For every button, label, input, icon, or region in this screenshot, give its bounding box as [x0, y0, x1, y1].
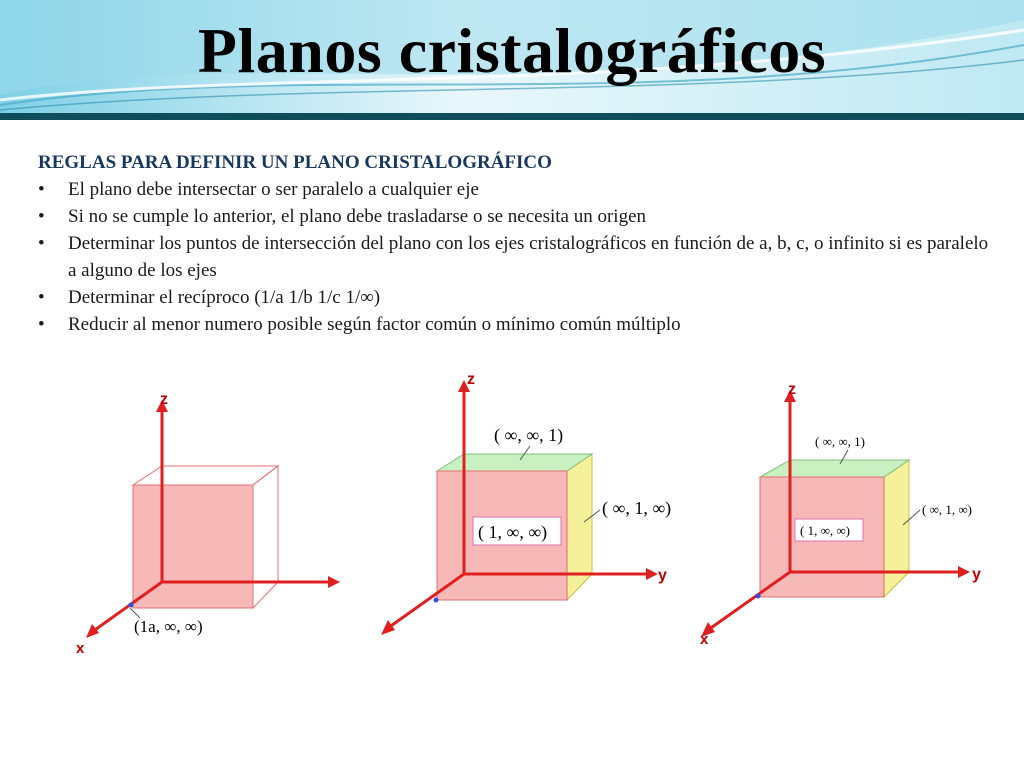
x-intercept-marker	[756, 594, 761, 599]
side-plane-label: ( ∞, 1, ∞)	[922, 502, 972, 517]
top-plane-label: ( ∞, ∞, 1)	[494, 425, 564, 445]
rules-section	[38, 150, 998, 338]
x-axis-arrow	[86, 624, 99, 638]
front-plane-label: ( 1, ∞, ∞)	[478, 522, 548, 542]
plane-side-face	[567, 454, 592, 600]
y-axis-label: y	[972, 566, 981, 583]
rule-text: Reducir al menor numero posible según factor común o mínimo común múltiplo	[68, 314, 681, 335]
front-plane-label: ( 1, ∞, ∞)	[800, 523, 850, 538]
rules-list	[38, 176, 998, 338]
header-divider-bar	[0, 113, 1024, 120]
z-axis-label: z	[160, 391, 168, 408]
y-axis-arrow	[958, 566, 970, 578]
cube-side-outline	[253, 466, 278, 608]
bullet-icon: •	[38, 179, 45, 200]
rules-heading: REGLAS PARA DEFINIR UN PLANO CRISTALOGRÁFICO	[38, 152, 552, 173]
bullet-icon: •	[38, 287, 45, 308]
slide-title: Planos cristalográficos	[197, 15, 827, 86]
y-axis-arrow	[646, 568, 658, 580]
rule-text: El plano debe intersectar o ser paralelo a cualquier eje	[68, 179, 479, 200]
list-item	[38, 284, 998, 311]
rule-text: Si no se cumple lo anterior, el plano debe trasladarse o se necesita un origen	[68, 206, 647, 227]
x-axis	[708, 572, 790, 630]
figure-3	[700, 381, 981, 648]
plane-side-face	[884, 460, 909, 597]
bullet-icon: •	[38, 314, 45, 335]
plane-top-face	[437, 454, 592, 471]
x-axis-arrow	[381, 620, 395, 635]
crystal-plane-figures	[0, 360, 1024, 660]
figures-area	[0, 360, 1024, 660]
figure-2	[381, 371, 671, 635]
z-axis-label: z	[467, 371, 475, 388]
figure-1	[76, 391, 340, 657]
x-axis-label: x	[700, 631, 709, 648]
list-item	[38, 230, 998, 284]
bullet-icon: •	[38, 233, 45, 254]
y-axis-label: y	[658, 567, 667, 584]
list-item	[38, 203, 998, 230]
slide-header	[0, 0, 1024, 120]
plane-label: (1a, ∞, ∞)	[134, 617, 203, 636]
list-item	[38, 176, 998, 203]
z-axis-label: z	[788, 381, 796, 398]
x-axis-label: x	[76, 640, 85, 657]
rule-text: Determinar los puntos de intersección del plano con los ejes cristalográficos en función de a, b, c, o infinito si es paralelo a alguno de los ejes	[68, 233, 989, 281]
list-item	[38, 311, 998, 338]
side-plane-label: ( ∞, 1, ∞)	[602, 498, 672, 518]
top-plane-label: ( ∞, ∞, 1)	[815, 434, 865, 449]
x-axis	[388, 574, 464, 628]
x-intercept-marker	[129, 603, 134, 608]
y-axis-arrow	[328, 576, 340, 588]
bullet-icon: •	[38, 206, 45, 227]
x-intercept-marker	[434, 598, 439, 603]
rule-text: Determinar el recíproco (1/a 1/b 1/c 1/∞)	[68, 287, 381, 308]
plane-top-face	[760, 460, 909, 477]
